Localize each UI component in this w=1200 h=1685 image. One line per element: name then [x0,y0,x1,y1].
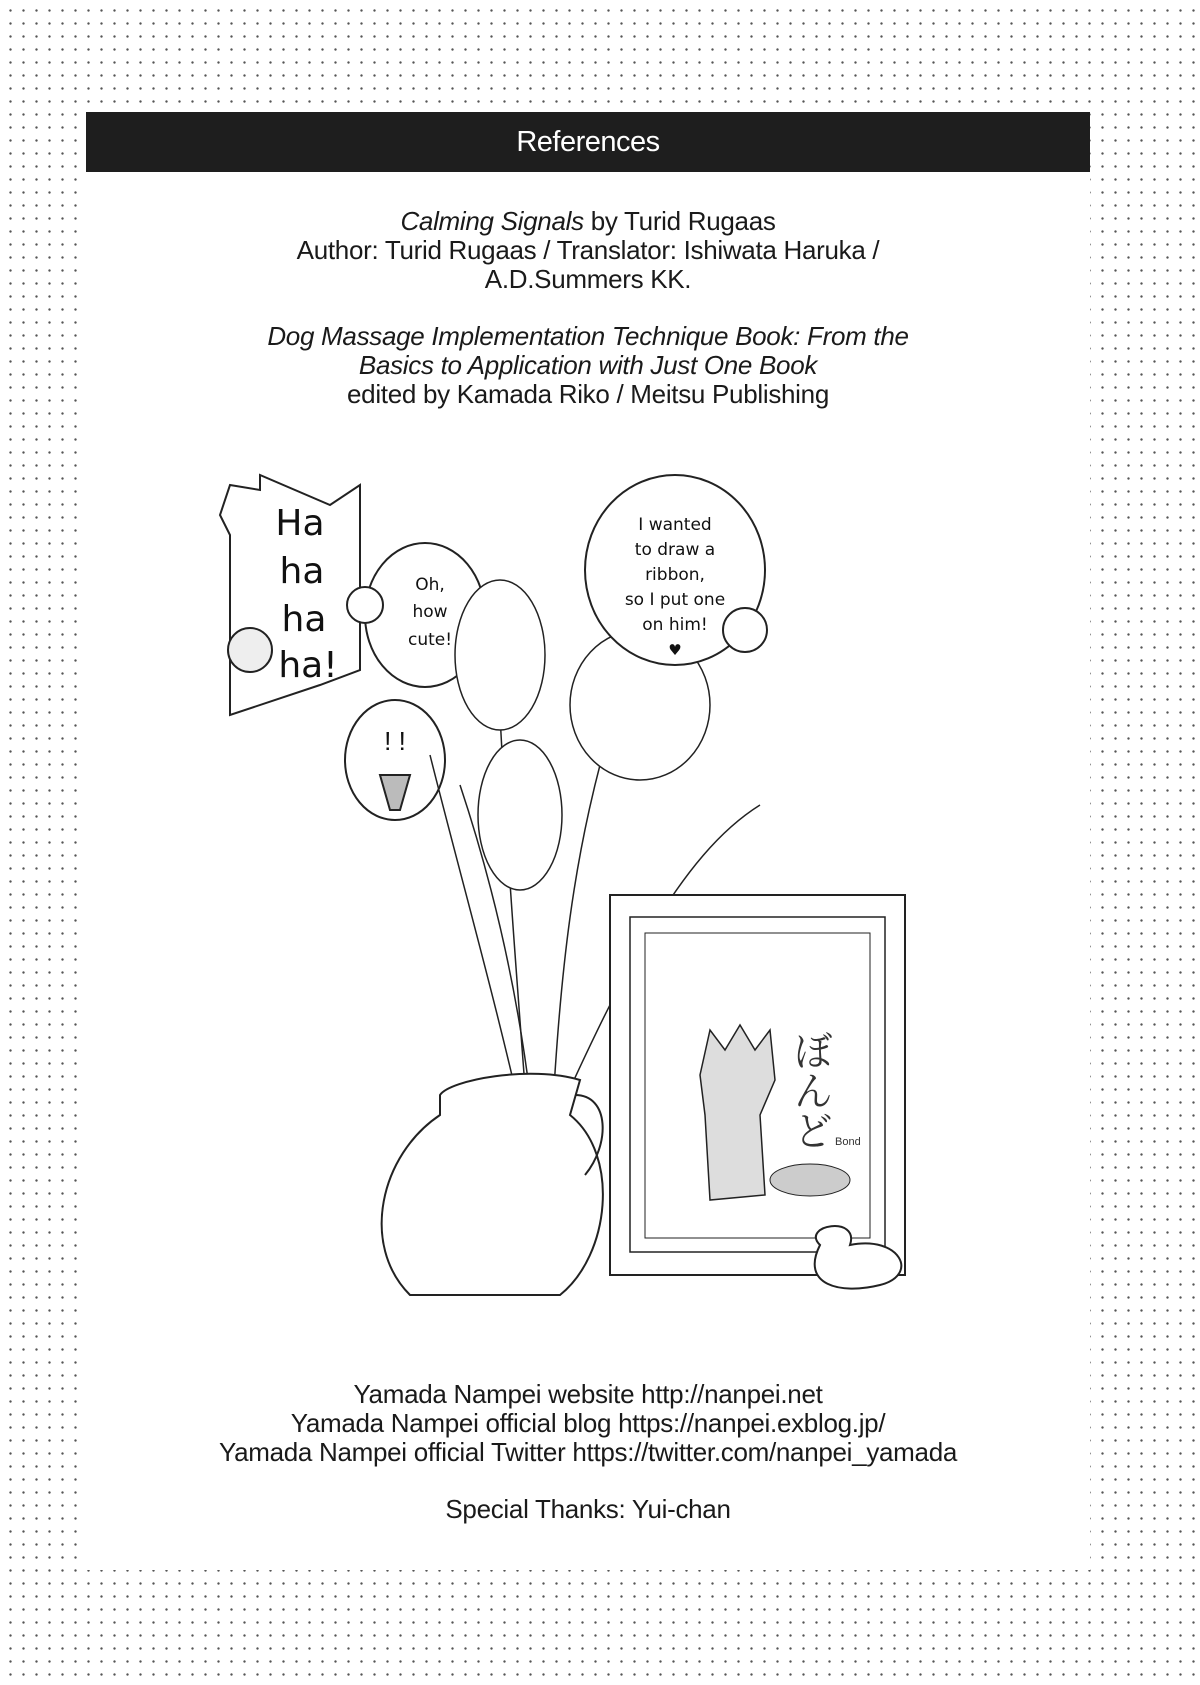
website-link[interactable]: Yamada Nampei website http://nanpei.net [353,1379,823,1409]
heart-icon: ♥ [668,641,682,659]
author-links [86,1380,1090,1467]
girl-character [723,608,767,652]
reference-1-title-line [86,207,1090,236]
shout-3: ha [281,599,327,640]
shout-1: Ha [275,503,325,544]
cute-1: Oh, [415,575,445,595]
special-thanks: Special Thanks: Yui-chan [445,1494,731,1524]
reference-2-title-2: Basics to Application with Just One Book [358,350,818,380]
cute-3: cute! [407,630,453,650]
reference-2 [86,322,1090,409]
references-header [86,112,1090,172]
ribbon-2: to draw a [634,540,716,560]
ribbon-4: so I put one [624,590,726,610]
illustration [200,455,960,1315]
frame-name-en: Bond [835,1136,861,1148]
reference-1-title: Calming Signals [400,206,584,236]
ribbon-5: on him! [642,615,708,635]
shout-2: ha [279,551,325,592]
reference-1-publisher: A.D.Summers KK. [484,264,692,294]
header-title: References [516,125,660,158]
ribbon-1: I wanted [638,515,712,535]
reference-1-credits: Author: Turid Rugaas / Translator: Ishiwata Haruka / [296,235,880,265]
reference-2-title-1: Dog Massage Implementation Technique Book: From the [267,321,909,351]
twitter-link[interactable]: Yamada Nampei official Twitter https://twitter.com/nanpei_yamada [218,1437,958,1467]
reference-2-publisher: edited by Kamada Riko / Meitsu Publishing [347,379,829,409]
cute-2: how [412,602,448,622]
frame-name-jp: ぼんど [788,1030,832,1150]
shout-4: ha! [278,645,338,686]
reference-1-by: by Turid Rugaas [583,206,776,236]
surprise-text: ! ! [384,726,406,756]
blog-link[interactable]: Yamada Nampei official blog https://nanpei.exblog.jp/ [290,1408,886,1438]
ribbon-3: ribbon, [645,565,705,585]
reference-1 [86,207,1090,294]
laughing-character [228,628,272,672]
smiling-character [347,587,383,623]
vase [382,1074,603,1295]
